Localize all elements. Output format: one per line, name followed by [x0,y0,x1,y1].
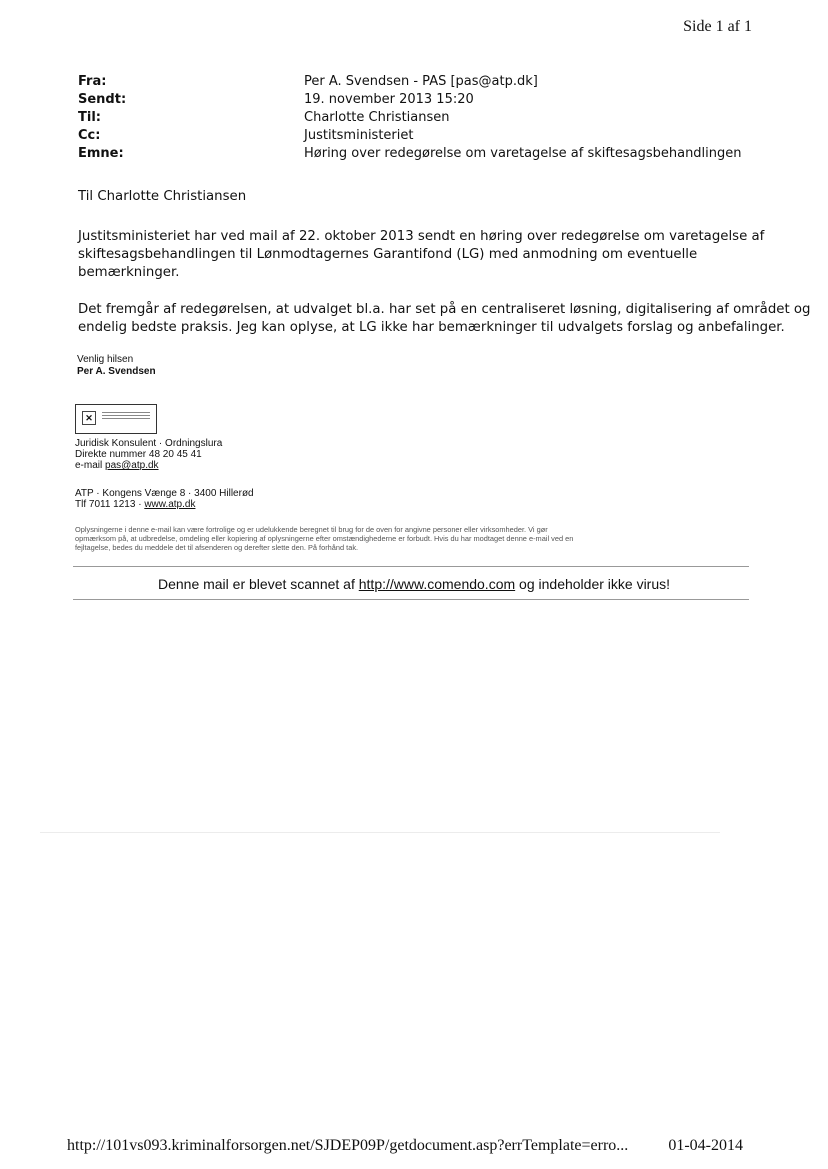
broken-image-icon: ✕ [82,411,96,425]
from-label: Fra: [78,74,107,89]
divider [73,566,749,567]
cc-value: Justitsministeriet [304,128,414,143]
from-row [78,73,758,91]
body-paragraph-1 [78,228,778,282]
logo-lines [102,412,150,421]
direct-phone: Direkte nummer 48 20 45 41 [75,449,202,460]
website-link[interactable]: www.atp.dk [144,499,196,510]
paragraph-line: Justitsministeriet har ved mail af 22. oktober 2013 sendt en høring over redegørelse om varetagelse af [78,229,765,244]
footer-date: 01-04-2014 [668,1137,743,1154]
email-line [75,460,222,471]
comendo-link[interactable]: http://www.comendo.com [358,576,516,592]
logo-placeholder [75,404,157,434]
page-footer [67,1137,743,1155]
email-link[interactable]: pas@atp.dk [105,460,159,471]
subject-row [78,145,758,163]
subject-label: Emne: [78,146,124,161]
scan-notice [0,576,828,592]
scan-artifact-line [40,832,720,833]
paragraph-line: endelig bedste praksis. Jeg kan oplyse, at LG ikke har bemærkninger til udvalgets forslag og anbefalinger. [78,320,785,335]
address-block [75,488,254,510]
closing: Venlig hilsen [77,354,134,365]
sent-row [78,91,758,109]
disclaimer [75,525,745,552]
sent-value: 19. november 2013 15:20 [304,92,474,107]
email-prefix: e-mail [75,460,106,471]
email-header [78,73,758,163]
to-label: Til: [78,110,101,125]
subject-value: Høring over redegørelse om varetagelse af skiftesagsbehandlingen [304,146,742,161]
contact-block [75,438,222,471]
page-number: Side 1 af 1 [683,18,752,35]
from-value: Per A. Svendsen - PAS [pas@atp.dk] [304,74,538,89]
disclaimer-line: Oplysningerne i denne e-mail kan være fortrolige og er udelukkende beregnet til brug for de oven for angivne personer eller virksomheder. Vi gør [75,525,548,534]
sender-name: Per A. Svendsen [77,366,156,377]
disclaimer-line: opmærksom på, at udbredelse, omdeling eller kopiering af oplysningerne efter omstændighederne er forbudt. Hvis du har modtaget denne e-mail ved en [75,534,574,543]
footer-url: http://101vs093.kriminalforsorgen.net/SJDEP09P/getdocument.asp?errTemplate=erro... [67,1137,629,1154]
divider [73,599,749,600]
address: ATP · Kongens Vænge 8 · 3400 Hillerød [75,488,254,499]
to-value: Charlotte Christiansen [304,110,450,125]
paragraph-line: skiftesagsbehandlingen til Lønmodtagernes Garantifond (LG) med anmodning om eventuelle [78,247,698,262]
phone-line [75,499,254,510]
paragraph-line: bemærkninger. [78,265,180,280]
phone-prefix: Tlf 7011 1213 · [75,499,145,510]
disclaimer-line: fejltagelse, bedes du meddele det til afsenderen og derefter slette den. På forhånd tak. [75,543,359,552]
sent-label: Sendt: [78,92,127,107]
cc-row [78,127,758,145]
scan-suffix: og indeholder ikke virus! [515,576,671,592]
job-title: Juridisk Konsulent · Ordningslura [75,438,223,449]
greeting: Til Charlotte Christiansen [78,189,247,204]
signoff [77,354,156,378]
body-paragraph-2 [78,301,811,337]
to-row [78,109,758,127]
scan-prefix: Denne mail er blevet scannet af [157,576,359,592]
cc-label: Cc: [78,128,101,143]
paragraph-line: Det fremgår af redegørelsen, at udvalget bl.a. har set på en centraliseret løsning, digitalisering af området og [78,302,811,317]
